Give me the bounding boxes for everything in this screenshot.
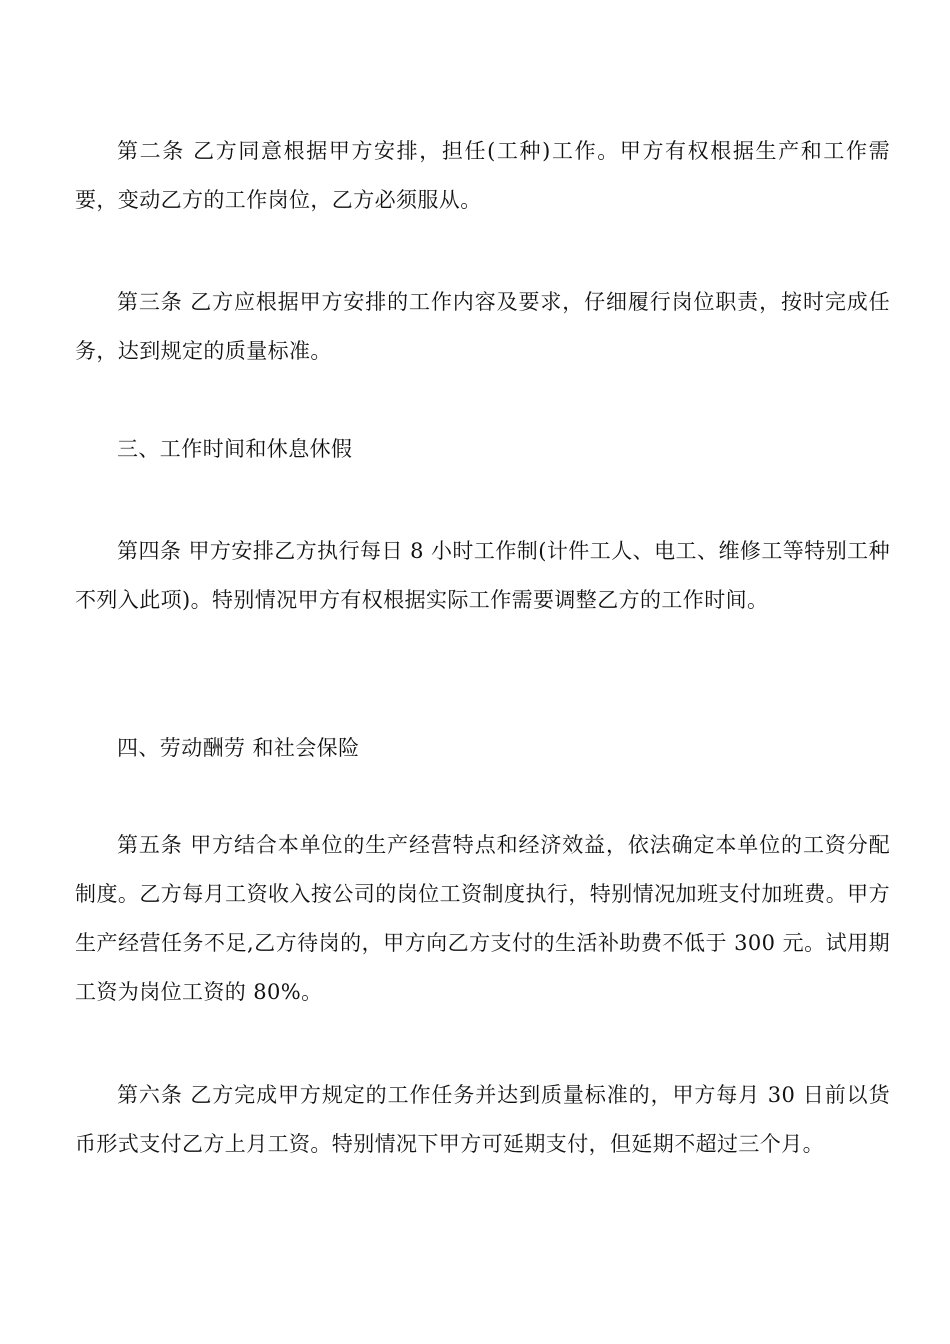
article-2-paragraph: 第二条 乙方同意根据甲方安排，担任(工种)工作。甲方有权根据生产和工作需要，变动乙方的工作岗位，乙方必须服从。: [75, 139, 890, 212]
section-3-heading: 三、工作时间和休息休假: [117, 437, 353, 461]
article-3-paragraph: 第三条 乙方应根据甲方安排的工作内容及要求，仔细履行岗位职责，按时完成任务，达到规定的质量标准。: [75, 290, 890, 363]
article-5-paragraph: 第五条 甲方结合本单位的生产经营特点和经济效益，依法确定本单位的工资分配制度。乙方每月工资收入按公司的岗位工资制度执行，特别情况加班支付加班费。甲方生产经营任务不足,乙方待岗的，甲方向乙方支付的生活补助费不低于 300 元。试用期工资为岗位工资的 80%。: [75, 833, 890, 1004]
section-4-heading: 四、劳动酬劳 和社会保险: [117, 736, 360, 760]
article-4-paragraph: 第四条 甲方安排乙方执行每日 8 小时工作制(计件工人、电工、维修工等特别工种不列入此项)。特别情况甲方有权根据实际工作需要调整乙方的工作时间。: [75, 539, 890, 612]
article-6-paragraph: 第六条 乙方完成甲方规定的工作任务并达到质量标准的，甲方每月 30 日前以货币形式支付乙方上月工资。特别情况下甲方可延期支付，但延期不超过三个月。: [75, 1083, 890, 1156]
